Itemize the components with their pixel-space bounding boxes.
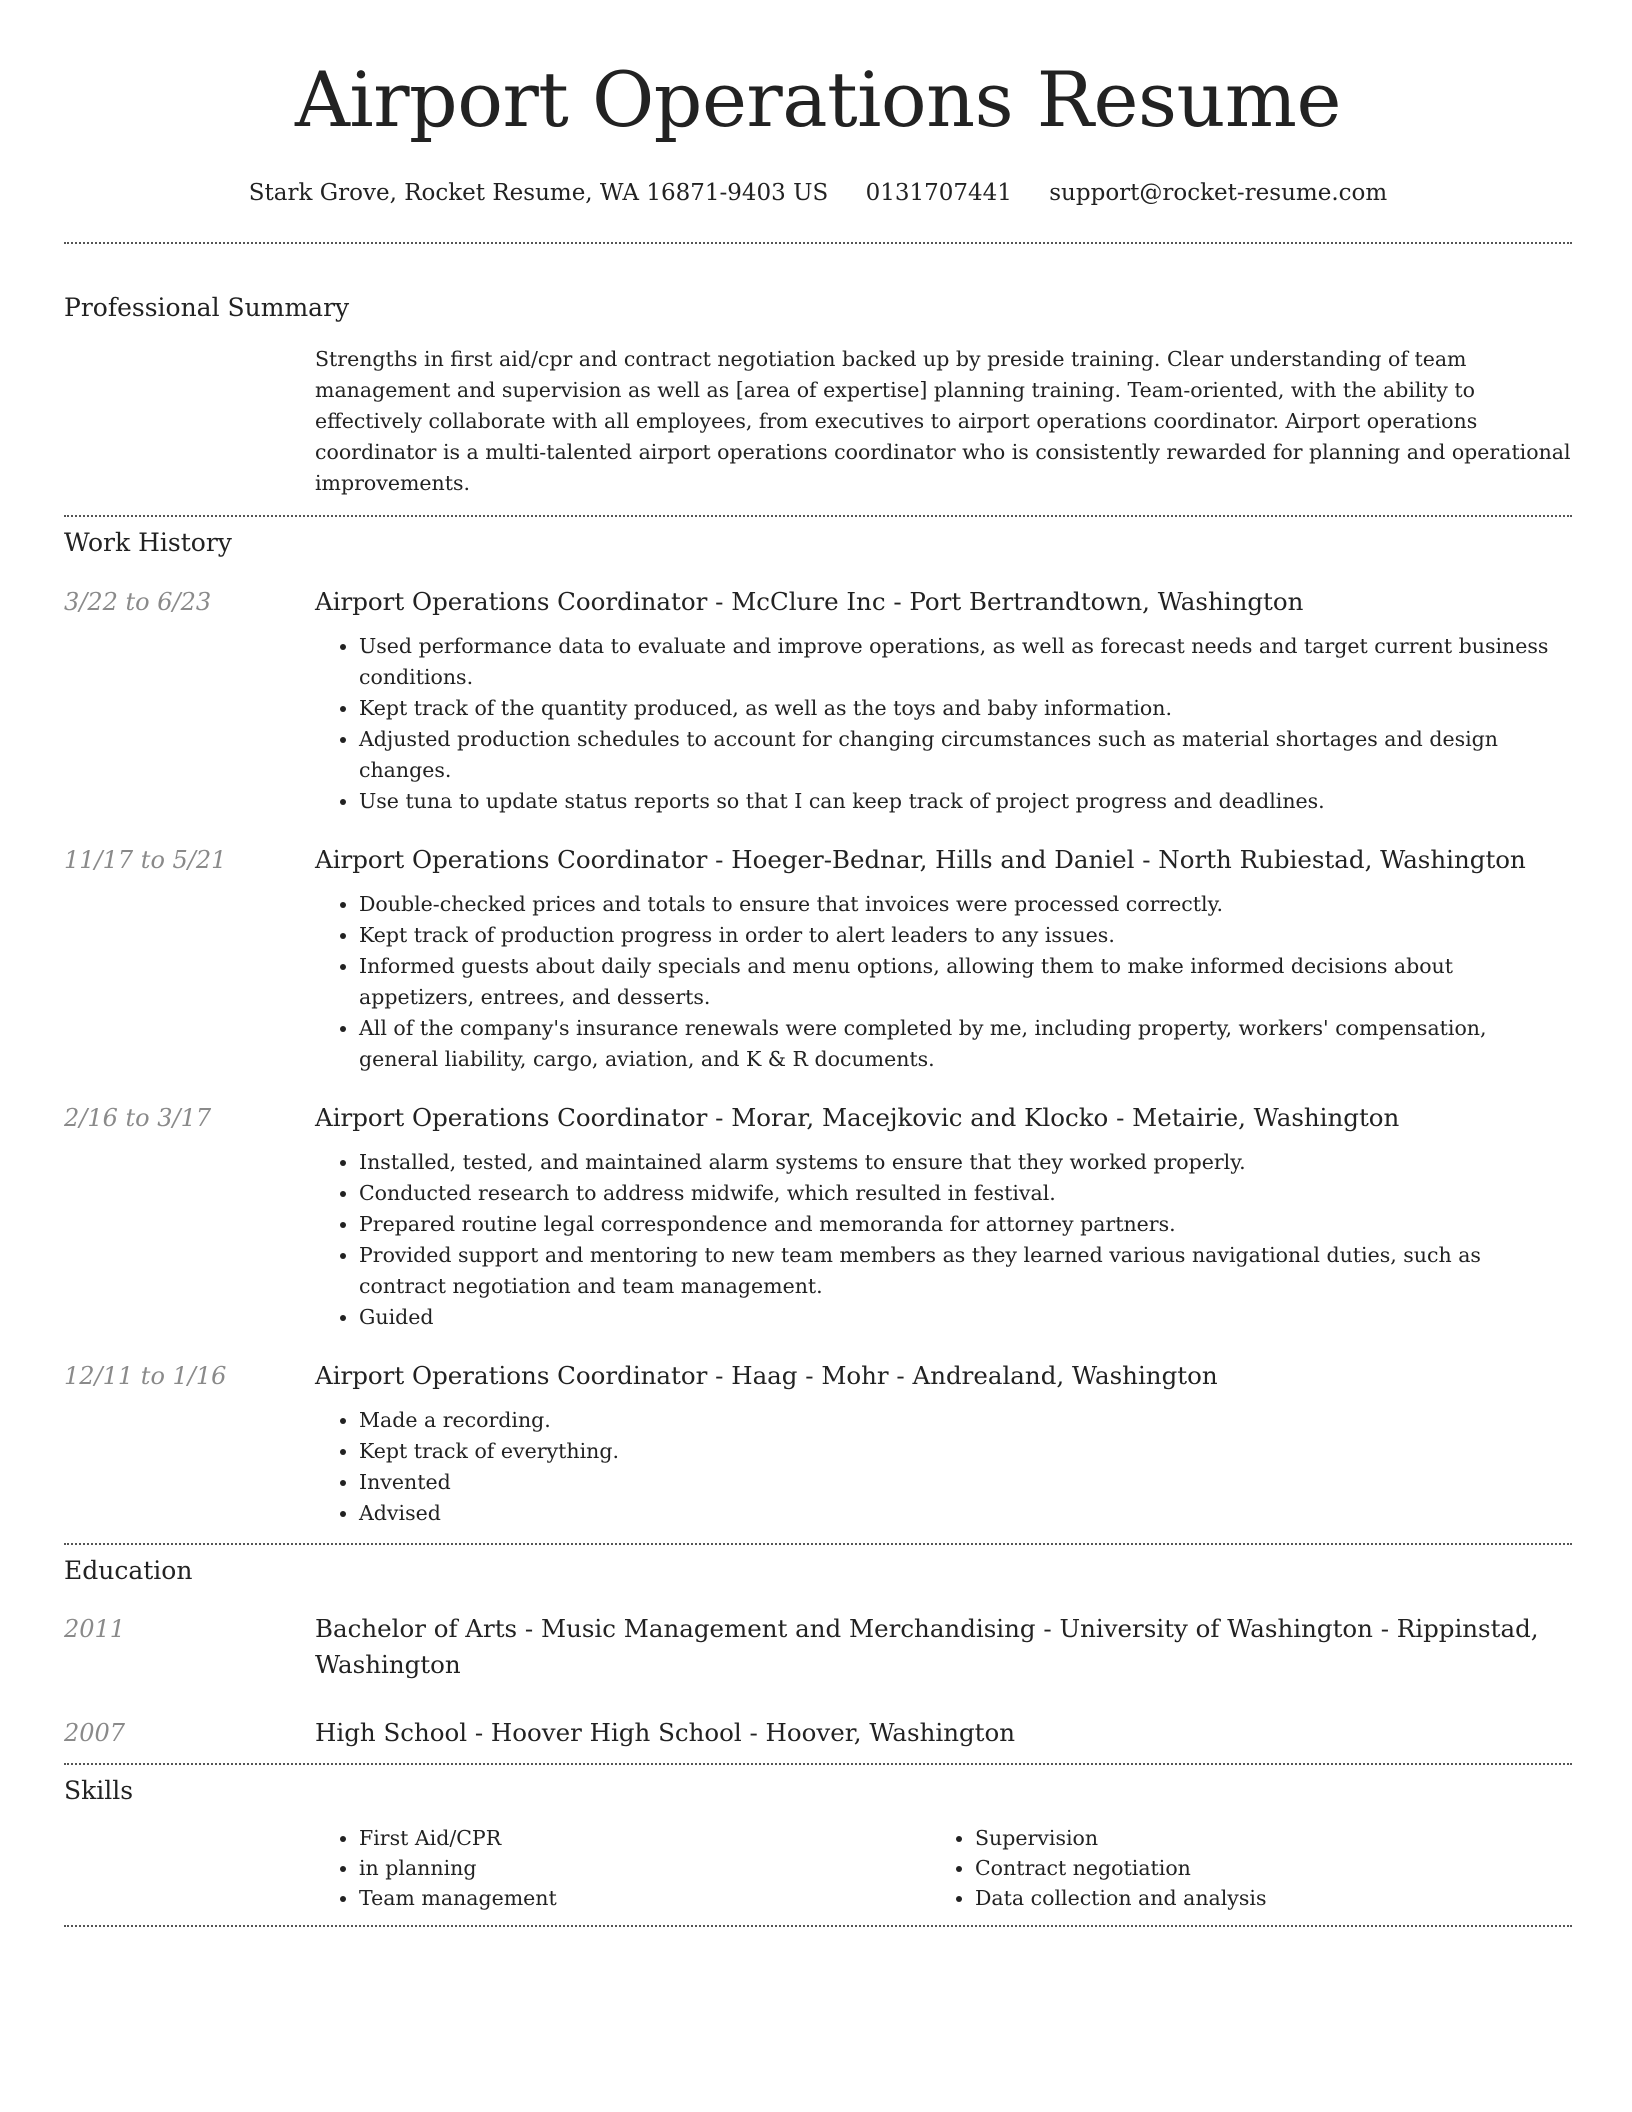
summary-heading: Professional Summary [64,293,350,322]
divider [64,1925,1572,1927]
job-entry [64,843,1572,1075]
resume-header [64,0,1572,208]
job-title: Airport Operations Coordinator - McClure Inc - Port Bertrandtown, Washington [315,587,1304,616]
list-item: • Conducted research to address midwife, which resulted in festival. [359,1178,1572,1209]
job-dates: 12/11 to 1/16 [64,1362,227,1390]
job-dates: 11/17 to 5/21 [64,846,227,874]
list-item: • Advised [359,1498,1572,1529]
list-item: • Data collection and analysis [975,1883,1547,1913]
list-item: • Adjusted production schedules to account for changing circumstances such as material shortages and design changes. [359,724,1572,786]
education-text: Bachelor of Arts - Music Management and Merchandising - University of Washington - Rippinstad, Washington [315,1614,1539,1679]
list-item: • All of the company's insurance renewals were completed by me, including property, workers' compensation, general liability, cargo, aviation, and K & R documents. [359,1013,1572,1075]
job-title: Airport Operations Coordinator - Morar, Macejkovic and Klocko - Metairie, Washington [315,1103,1400,1132]
education-entry [64,1611,1572,1683]
education-heading: Education [64,1556,193,1585]
list-item: • in planning [359,1853,931,1883]
job-entry [64,1359,1572,1529]
job-entry [64,1101,1572,1333]
list-item: • Provided support and mentoring to new team members as they learned various navigational duties, such as contract negotiation and team management. [359,1240,1572,1302]
list-item: • Kept track of everything. [359,1436,1572,1467]
education-text: High School - Hoover High School - Hoover, Washington [315,1718,1016,1747]
job-title: Airport Operations Coordinator - Haag - Mohr - Andrealand, Washington [315,1361,1218,1390]
list-item: • Used performance data to evaluate and improve operations, as well as forecast needs and target current business conditions. [359,631,1572,693]
contact-address: Stark Grove, Rocket Resume, WA 16871-9403 US [248,180,829,206]
summary-section [64,244,1572,515]
job-bullets [315,1405,1572,1529]
list-item: • Double-checked prices and totals to ensure that invoices were processed correctly. [359,889,1572,920]
list-item: • Use tuna to update status reports so that I can keep track of project progress and deadlines. [359,786,1572,817]
page-title: Airport Operations Resume [295,55,1341,144]
job-bullets [315,1147,1572,1333]
list-item: • Kept track of the quantity produced, as well as the toys and baby information. [359,693,1572,724]
list-item: • Supervision [975,1823,1547,1853]
education-section [64,1545,1572,1763]
skills-section [64,1765,1572,1925]
job-dates: 2/16 to 3/17 [64,1104,212,1132]
job-bullets [315,631,1572,817]
job-title: Airport Operations Coordinator - Hoeger-Bednar, Hills and Daniel - North Rubiestad, Washington [315,845,1526,874]
job-dates: 3/22 to 6/23 [64,588,212,616]
contact-line [64,178,1572,208]
list-item: • Contract negotiation [975,1853,1547,1883]
list-item: • Prepared routine legal correspondence and memoranda for attorney partners. [359,1209,1572,1240]
contact-email: support@rocket-resume.com [1049,180,1388,206]
education-year: 2011 [64,1615,126,1643]
list-item: • Guided [359,1302,1572,1333]
list-item: • Team management [359,1883,931,1913]
work-history-section [64,517,1572,1543]
list-item: • Made a recording. [359,1405,1572,1436]
skills-list-left [315,1823,931,1913]
skills-heading: Skills [64,1776,134,1805]
job-bullets [315,889,1572,1075]
contact-phone: 0131707441 [865,180,1012,206]
job-entry [64,585,1572,817]
education-year: 2007 [64,1719,126,1747]
list-item: • Kept track of production progress in order to alert leaders to any issues. [359,920,1572,951]
list-item: • First Aid/CPR [359,1823,931,1853]
list-item: • Installed, tested, and maintained alarm systems to ensure that they worked properly. [359,1147,1572,1178]
list-item: • Informed guests about daily specials and menu options, allowing them to make informed decisions about appetizers, entrees, and desserts. [359,951,1572,1013]
skills-list-right [931,1823,1547,1913]
summary-text: Strengths in first aid/cpr and contract negotiation backed up by preside training. Clear understanding of team management and supervision as well as [area of expertise] planning training. Team-oriented, with the ability to effectively collaborate with all employees, from executives to airport operations coordinator. Airport operations coordinator is a multi-talented airport operations coordinator who is consistently rewarded for planning and operational improvements. [315,347,1571,495]
list-item: • Invented [359,1467,1572,1498]
education-entry [64,1715,1572,1751]
resume-page [64,0,1572,1927]
skills-columns [315,1823,1572,1913]
work-history-heading: Work History [64,528,232,557]
